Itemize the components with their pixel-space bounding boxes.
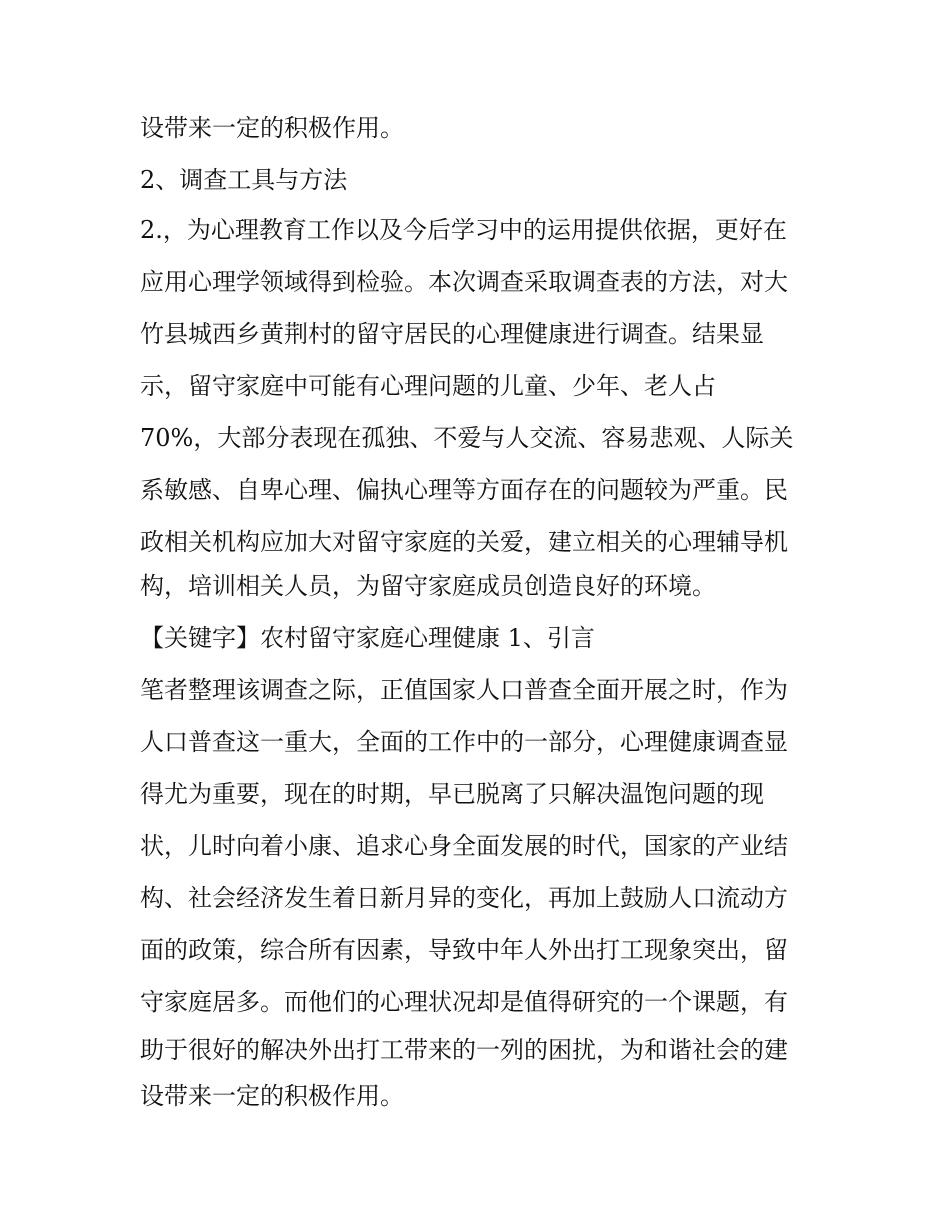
text-line: 构、社会经济发生着日新月异的变化，再加上鼓励人口流动方	[140, 884, 788, 912]
text-line: 竹县城西乡黄荆村的留守居民的心理健康进行调查。结果显	[140, 320, 764, 348]
text-line: 系敏感、自卑心理、偏执心理等方面存在的问题较为严重。民	[140, 476, 788, 504]
text-line: 设带来一定的积极作用。	[140, 114, 404, 142]
text-line: 人口普查这一重大，全面的工作中的一部分，心理健康调查显	[140, 728, 788, 756]
text-line: 助于很好的解决外出打工带来的一列的困扰，为和谐社会的建	[140, 1036, 788, 1064]
section-heading: 2、调查工具与方法	[140, 166, 348, 194]
text-line: 2.，为心理教育工作以及今后学习中的运用提供依据，更好在	[140, 216, 787, 244]
keywords-line: 【关键字】农村留守家庭心理健康 1、引言	[140, 624, 595, 652]
text-line: 守家庭居多。而他们的心理状况却是值得研究的一个课题，有	[140, 988, 788, 1016]
text-line: 得尤为重要，现在的时期，早已脱离了只解决温饱问题的现	[140, 780, 764, 808]
text-line: 状，儿时向着小康、追求心身全面发展的时代，国家的产业结	[140, 832, 788, 860]
text-line: 应用心理学领域得到检验。本次调查采取调查表的方法，对大	[140, 268, 788, 296]
text-line: 70%，大部分表现在孤独、不爱与人交流、容易悲观、人际关	[140, 424, 794, 452]
text-line: 笔者整理该调查之际，正值国家人口普查全面开展之时，作为	[140, 676, 788, 704]
text-line: 示，留守家庭中可能有心理问题的儿童、少年、老人占	[140, 372, 716, 400]
text-line: 设带来一定的积极作用。	[140, 1082, 404, 1110]
text-line: 构，培训相关人员，为留守家庭成员创造良好的环境。	[140, 572, 716, 600]
text-line: 面的政策，综合所有因素，导致中年人外出打工现象突出，留	[140, 936, 788, 964]
text-line: 政相关机构应加大对留守家庭的关爱，建立相关的心理辅导机	[140, 528, 788, 556]
